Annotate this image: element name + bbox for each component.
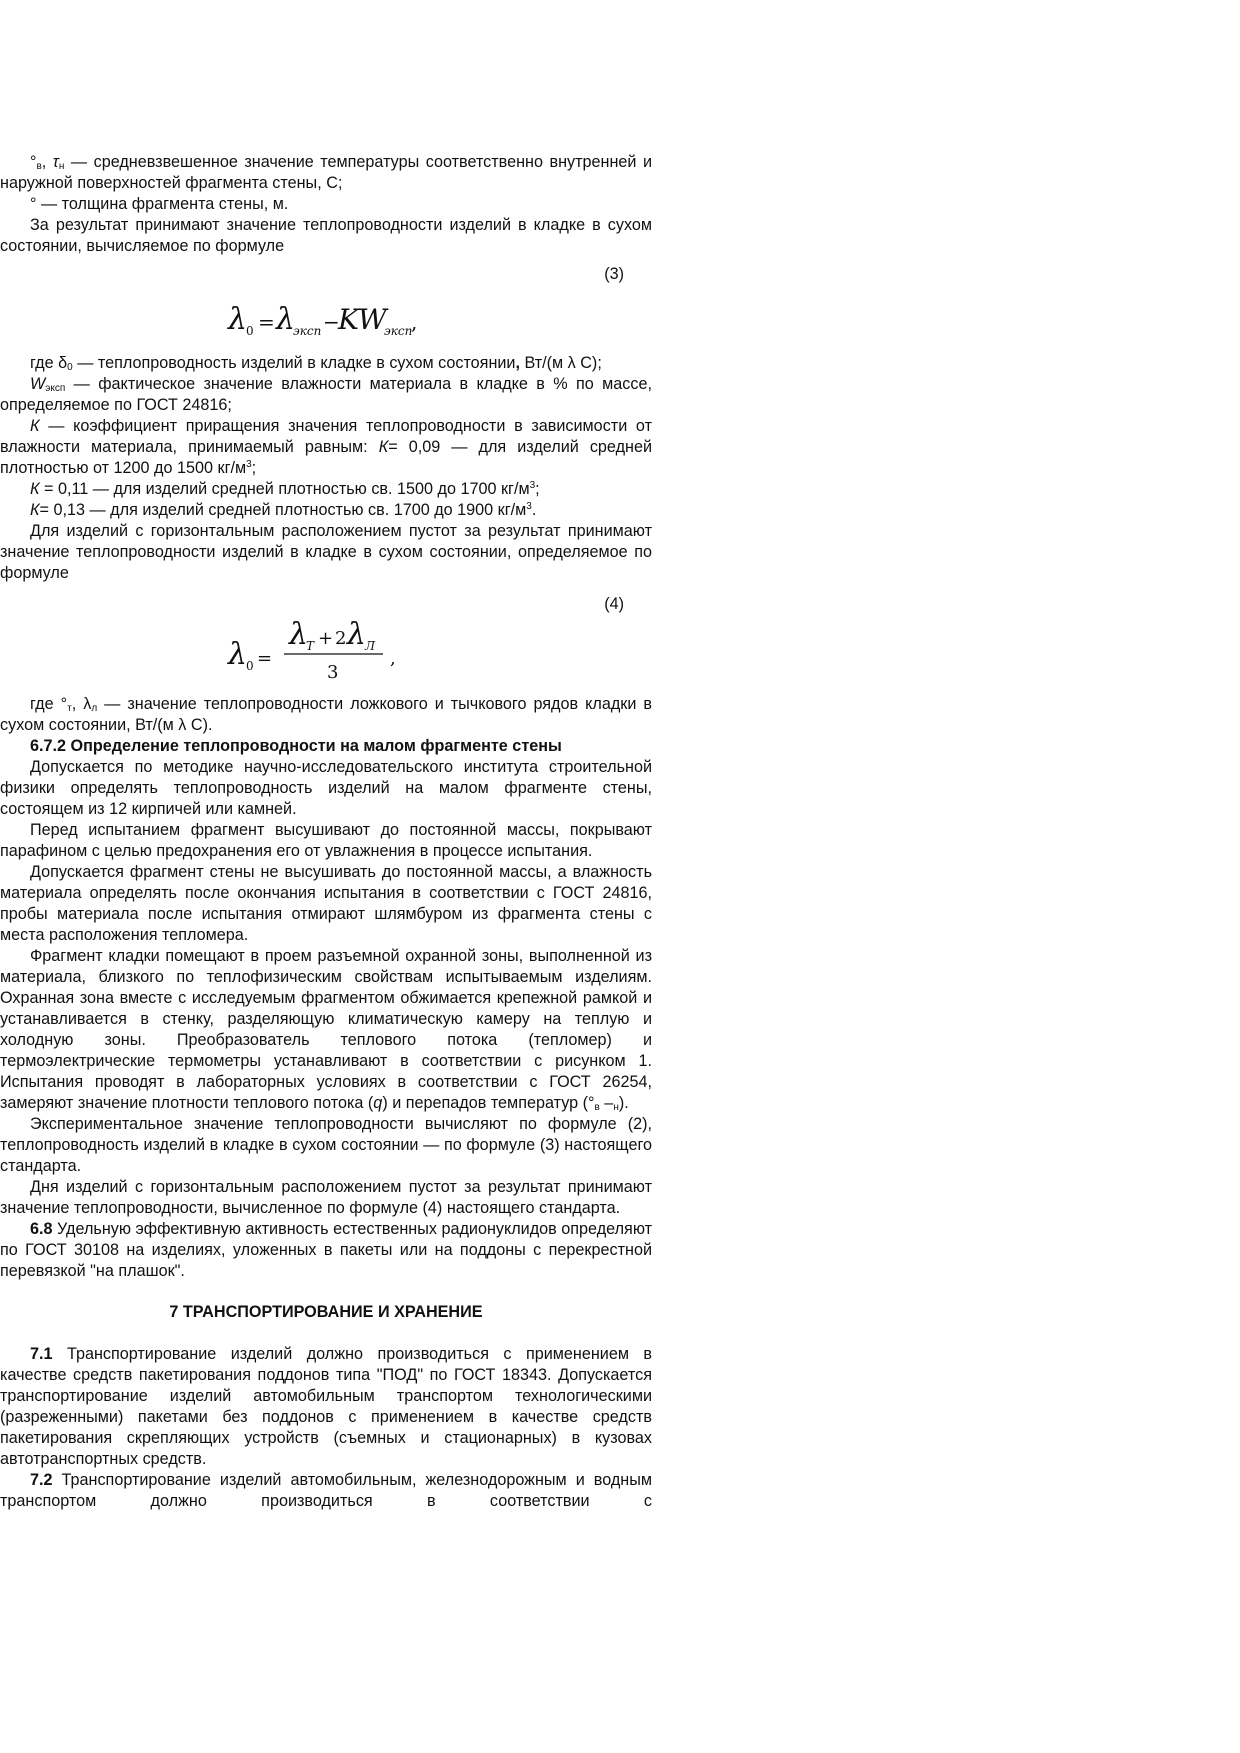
formula-3-term1-sub: эксп [293, 324, 322, 338]
paragraph-k-def: К — коэффициент приращения значения теплопроводности в зависимости от влажности материала, принимаемый равным: К= 0,09 — для изделий средней плотностью от 1200 до 1500 $кг/м^3$; [0, 417, 653, 477]
paragraph-w-def: $W_{эксп}$ — фактическое значение влажности материала в кладке в % по массе, определяемое по ГОСТ 24816; [0, 375, 652, 414]
formula-3-term1: λ [276, 302, 296, 337]
formula-4-lhs: λ [228, 637, 248, 672]
paragraph-horizontal-voids: Для изделий с горизонтальным расположением пустот за результат принимают значение теплопроводности изделий в кладке в сухом состоянии, определяемое по формуле [0, 522, 652, 582]
paragraph-horizontal-result: Дня изделий с горизонтальным расположением пустот за результат принимают значение теплопроводности, вычисленное по формуле (4) настоящего стандарта. [0, 1178, 652, 1217]
formula-4-number: (4) [604, 595, 624, 613]
formula-4-comma: , [390, 648, 396, 669]
paragraph-temperature-def: $^\circ_в$, $\tau_н$ — средневзвешенное значение температуры соответственно внутренней и наружной поверхностей фрагмента стены, С; [0, 153, 653, 192]
paragraph-k-013: К= 0,13 — для изделий средней плотностью св. 1700 до 1900 $кг/м^3$. [30, 501, 537, 519]
paragraph-test-setup: Фрагмент кладки помещают в проем разъемной охранной зоны, выполненной из материала, близкого по теплофизическим свойствам испытываемым изделиям. Охранная зона вместе с исследуемым фрагментом обжимается крепежной рамкой и устанавливается в стенку, разделяющую климатическую камеру на теплую и холодную зоны. Преобразователь теплового потока (тепломер) и термоэлектрические термометры устанавливают в соответствии с рисунком 1. Испытания проводят в лабораторных условиях в соответствии с ГОСТ 26254, замеряют значение плотности теплового потока (q) и перепадов температур ($^\circ_в$ $-_н$). [0, 947, 652, 1113]
formula-3 [0, 257, 652, 353]
paragraph-thickness-def: ° — толщина фрагмента стены, м. [30, 195, 289, 213]
paragraph-method-allowed: Допускается по методике научно-исследовательского института строительной физики определять теплопроводность изделий на малом фрагменте стены, состоящем из 12 кирпичей или камней. [0, 758, 652, 818]
formula-3-number: (3) [604, 265, 624, 283]
paragraph-k-011: К = 0,11 — для изделий средней плотностью св. 1500 до 1700 $кг/м^3$; [30, 480, 540, 498]
paragraph-7-1: 7.1 Транспортирование изделий должно производиться с применением в качестве средств пакетирования поддонов типа "ПОД" по ГОСТ 18343. Допускается транспортирование изделий автомобильным транспортом технологическими (разреженными) пакетами без поддонов с применением в качестве средств пакетирования скрепляющих устройств (съемных и стационарных) в кузовах автотранспортных средств. [0, 1345, 652, 1468]
paragraph-result-intro: За результат принимают значение теплопроводности изделий в кладке в сухом состоянии, вычисляемое по формуле [0, 216, 652, 255]
paragraph-no-drying: Допускается фрагмент стены не высушивать до постоянной массы, а влажность материала определять после окончания испытания в соответствии с ГОСТ 24816, пробы материала после испытания отмирают шлямбуром из фрагмента стены с места расположения тепломера. [0, 863, 652, 944]
formula-4-coef: 2 [335, 628, 347, 649]
paragraph-where-lambda: где $^\circ_т$, $\lambda_л$ — значение теплопроводности ложкового и тычкового рядов кладки в сухом состоянии, Вт/(м λ С). [0, 695, 652, 734]
formula-3-lhs: λ [228, 302, 248, 337]
formula-4-num-b: λ [347, 617, 367, 652]
formula-4-num-b-sub: Л [365, 639, 376, 653]
formula-3-term2: KW [338, 303, 387, 336]
formula-3-comma: , [411, 310, 418, 334]
document-page [0, 152, 652, 1512]
formula-4-expression [0, 584, 652, 694]
paragraph-experimental-value: Экспериментальное значение теплопроводности вычисляют по формуле (2), теплопроводность изделий в кладке в сухом состоянии — по формуле (3) настоящего стандарта. [0, 1115, 652, 1175]
formula-4-den: 3 [327, 662, 339, 683]
heading-6-7-2: 6.7.2 Определение теплопроводности на малом фрагменте стены [30, 737, 562, 755]
formula-4 [0, 584, 652, 694]
paragraph-drying: Перед испытанием фрагмент высушивают до постоянной массы, покрывают парафином с целью предохранения его от увлажнения в процессе испытания. [0, 821, 652, 860]
formula-3-eq: = [258, 310, 275, 334]
formula-3-lhs-sub: 0 [246, 324, 254, 338]
formula-4-num-a-sub: Т [306, 639, 315, 653]
paragraph-where-delta: где $\delta_0$ — теплопроводность изделий в кладке в сухом состоянии, Вт/(м λ С); [30, 354, 602, 373]
paragraph-6-8: 6.8 Удельную эффективную активность естественных радионуклидов определяют по ГОСТ 30108 на изделиях, уложенных в пакеты или на поддоны с перекрестной перевязкой "на плашок". [0, 1220, 653, 1280]
formula-4-lhs-sub: 0 [246, 659, 254, 673]
formula-4-eq: = [257, 648, 273, 669]
formula-3-term2-sub: эксп [384, 324, 413, 338]
section-title-7: 7 ТРАНСПОРТИРОВАНИЕ И ХРАНЕНИЕ [169, 1303, 483, 1321]
paragraph-7-2: 7.2 Транспортирование изделий автомобильным, железнодорожным и водным транспортом должно производиться в соответствии с [0, 1471, 652, 1510]
formula-4-plus: + [318, 628, 334, 649]
formula-3-expression [0, 257, 652, 353]
formula-3-minus: − [323, 310, 340, 334]
formula-4-num-a: λ [289, 617, 309, 652]
